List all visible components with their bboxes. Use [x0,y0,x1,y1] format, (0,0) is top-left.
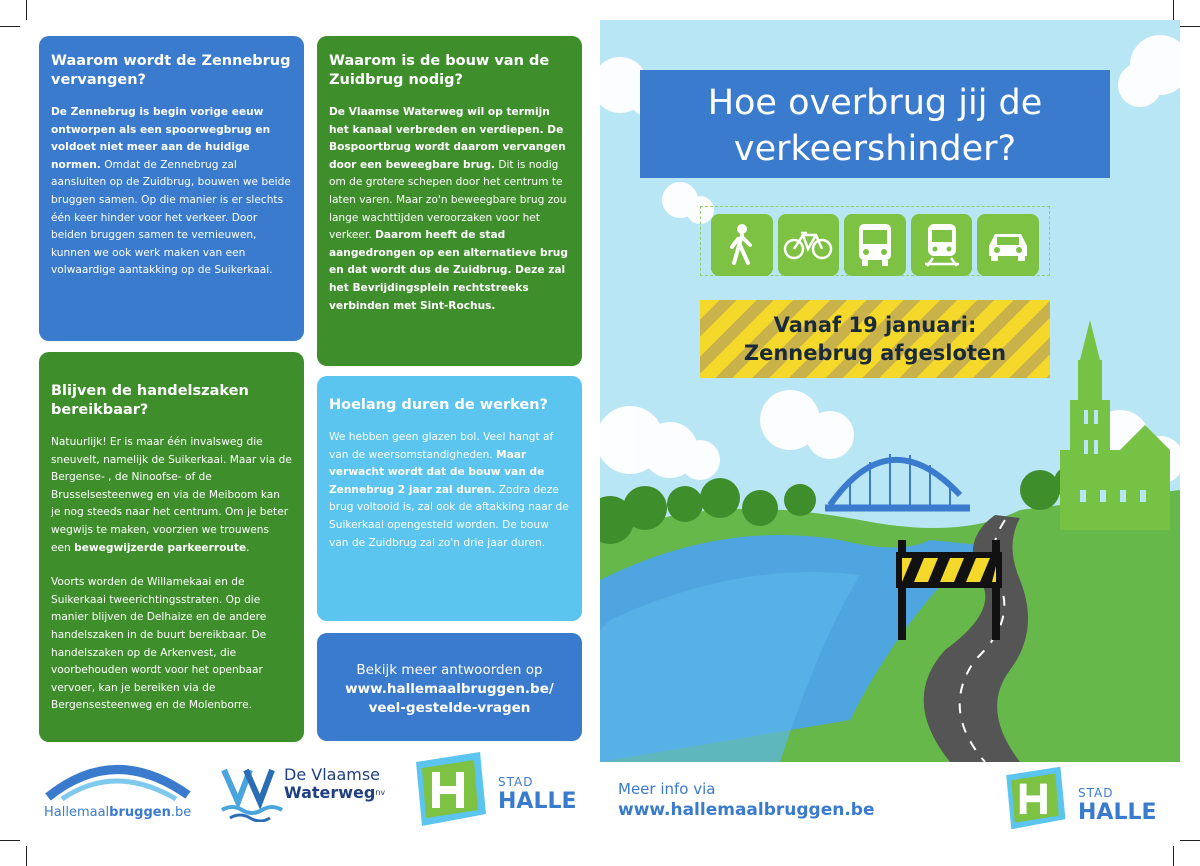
car-icon [977,214,1039,276]
card-text-regular: Dit is nodig om de grotere schepen door het centrum te laten varen. Maar zo'n beweegbare brug zou lange wachttijden veroorzaken voor het verkeer. [329,158,567,242]
warning-line: Vanaf 19 januari: [773,313,977,337]
poster-title-line: verkeershinder? [733,129,1017,169]
more-answers-intro: Bekijk meer antwoorden op [356,662,543,678]
logo-text: Waterweg [284,783,376,802]
card-text [51,434,292,557]
logo-text: nv [375,788,386,797]
card-zennebrug [39,36,304,341]
card-handelszaken [39,352,304,742]
card-text-bold: bewegwijzerde parkeerroute [74,541,247,554]
stad-halle-logo [1000,765,1160,835]
more-answers-box[interactable] [317,633,582,741]
stad-halle-logo [410,750,590,828]
warning-line: Zennebrug afgesloten [743,341,1007,365]
logo-text: HALLE [498,789,577,814]
more-answers-link[interactable]: www.hallemaalbruggen.be/ [345,681,554,697]
bicycle-icon [778,214,840,276]
logo-text: STAD [498,775,534,789]
card-text-regular: Natuurlijk! Er is maar één invalsweg die sneuvelt, namelijk de Suikerkaai. Maar via de Bergense- , de Ninoofse- of de Brusselsesteenweg en via de Meiboom kan je nog steeds naar het centrum. Om je beter wegwijs te maken, voorzien we trouwens een [51,436,292,554]
card-text-bold: Daarom heeft de stad aangedrongen op een alternatieve brug en dat wordt dus de Zuidbrug. Deze zal het Bevrijdingsplein rechtstreeks verbinden met Sint-Rochus. [329,229,568,312]
crop-mark [0,840,20,841]
card-text-bold: De Zennebrug is begin vorige eeuw ontworpen als een spoorwegbrug en voldoet niet meer aan de huidige normen. [51,106,271,171]
card-text [329,429,570,552]
pedestrian-icon [711,214,773,276]
crop-mark [0,26,20,27]
card-text-bold: Maar verwacht wordt dat de bouw van de Zennebrug 2 jaar zal duren. [329,448,545,496]
logo-text: HALLE [1078,800,1157,825]
card-hoelang [317,376,582,621]
card-text-regular: We hebben geen glazen bol. Veel hangt af van de weersomstandigheden. [329,431,554,461]
vlaamse-waterweg-logo [220,762,400,822]
crop-mark [1180,840,1200,841]
card-text-regular: Zodra deze brug voltooid is, zal ook de aftakking naar de Suikerkaai opengesteld worden. De bouw van de Zuidbrug zal zo'n drie jaar duren. [329,483,569,549]
transport-icons [700,206,1050,276]
card-title: Waarom is de bouw van de Zuidbrug nodig? [329,53,550,88]
card-text-bold: De Vlaamse Waterweg wil op termijn het kanaal verbreden en verdiepen. De Bospoortbrug wordt daarom vervangen door een beweegbare brug. [329,106,566,171]
poster-illustration [600,20,1180,762]
crop-mark [26,846,27,866]
card-title: Waarom wordt de Zennebrug vervangen? [51,53,291,88]
poster-title-line: Hoe overbrug jij de [707,83,1043,123]
closure-warning [700,300,1050,378]
hallemaalbruggen-logo [40,755,200,825]
logo-text: Hallemaal [44,805,110,820]
logo-text: bruggen [109,805,171,820]
crop-mark [1173,0,1174,20]
logo-text: De Vlaamse [284,765,381,784]
logo-text: .be [170,805,192,820]
logo-text: STAD [1078,786,1114,800]
more-answers-link[interactable]: veel-gestelde-vragen [368,700,531,716]
crop-mark [26,0,27,20]
bus-icon [844,214,906,276]
train-icon [911,214,973,276]
crop-mark [1173,846,1174,866]
card-zuidbrug [317,36,582,366]
footer-intro: Meer info via [618,780,716,798]
card-text-regular: Omdat de Zennebrug zal aansluiten op de Zuidbrug, bouwen we beide bruggen samen. Op die manier is er slechts één keer hinder voor het verkeer. Door beiden bruggen samen te vernieuwen, kunnen we ook werk maken van een volwaardige aantakking op de Suikerkaai. [51,158,291,277]
footer-info [618,779,875,821]
card-text: Voorts worden de Willamekaai en de Suikerkaai tweerichtingsstraten. Op die manier blijven de Delhaize en de andere handelszaken in de buurt bereikbaar. De handelszaken op de Arkenvest, die voorbehouden wordt voor het openbaar vervoer, kan je bereiken via de Bergensesteenweg en de Molenborre. [51,576,267,712]
card-text [329,104,570,315]
card-title: Hoelang duren de werken? [329,397,548,413]
card-text [51,104,292,280]
card-text-regular: . [246,541,250,554]
poster-title [640,70,1110,178]
crop-mark [1180,26,1200,27]
card-title: Blijven de handelszaken bereikbaar? [51,383,249,418]
footer-link[interactable]: www.hallemaalbruggen.be [618,800,875,820]
